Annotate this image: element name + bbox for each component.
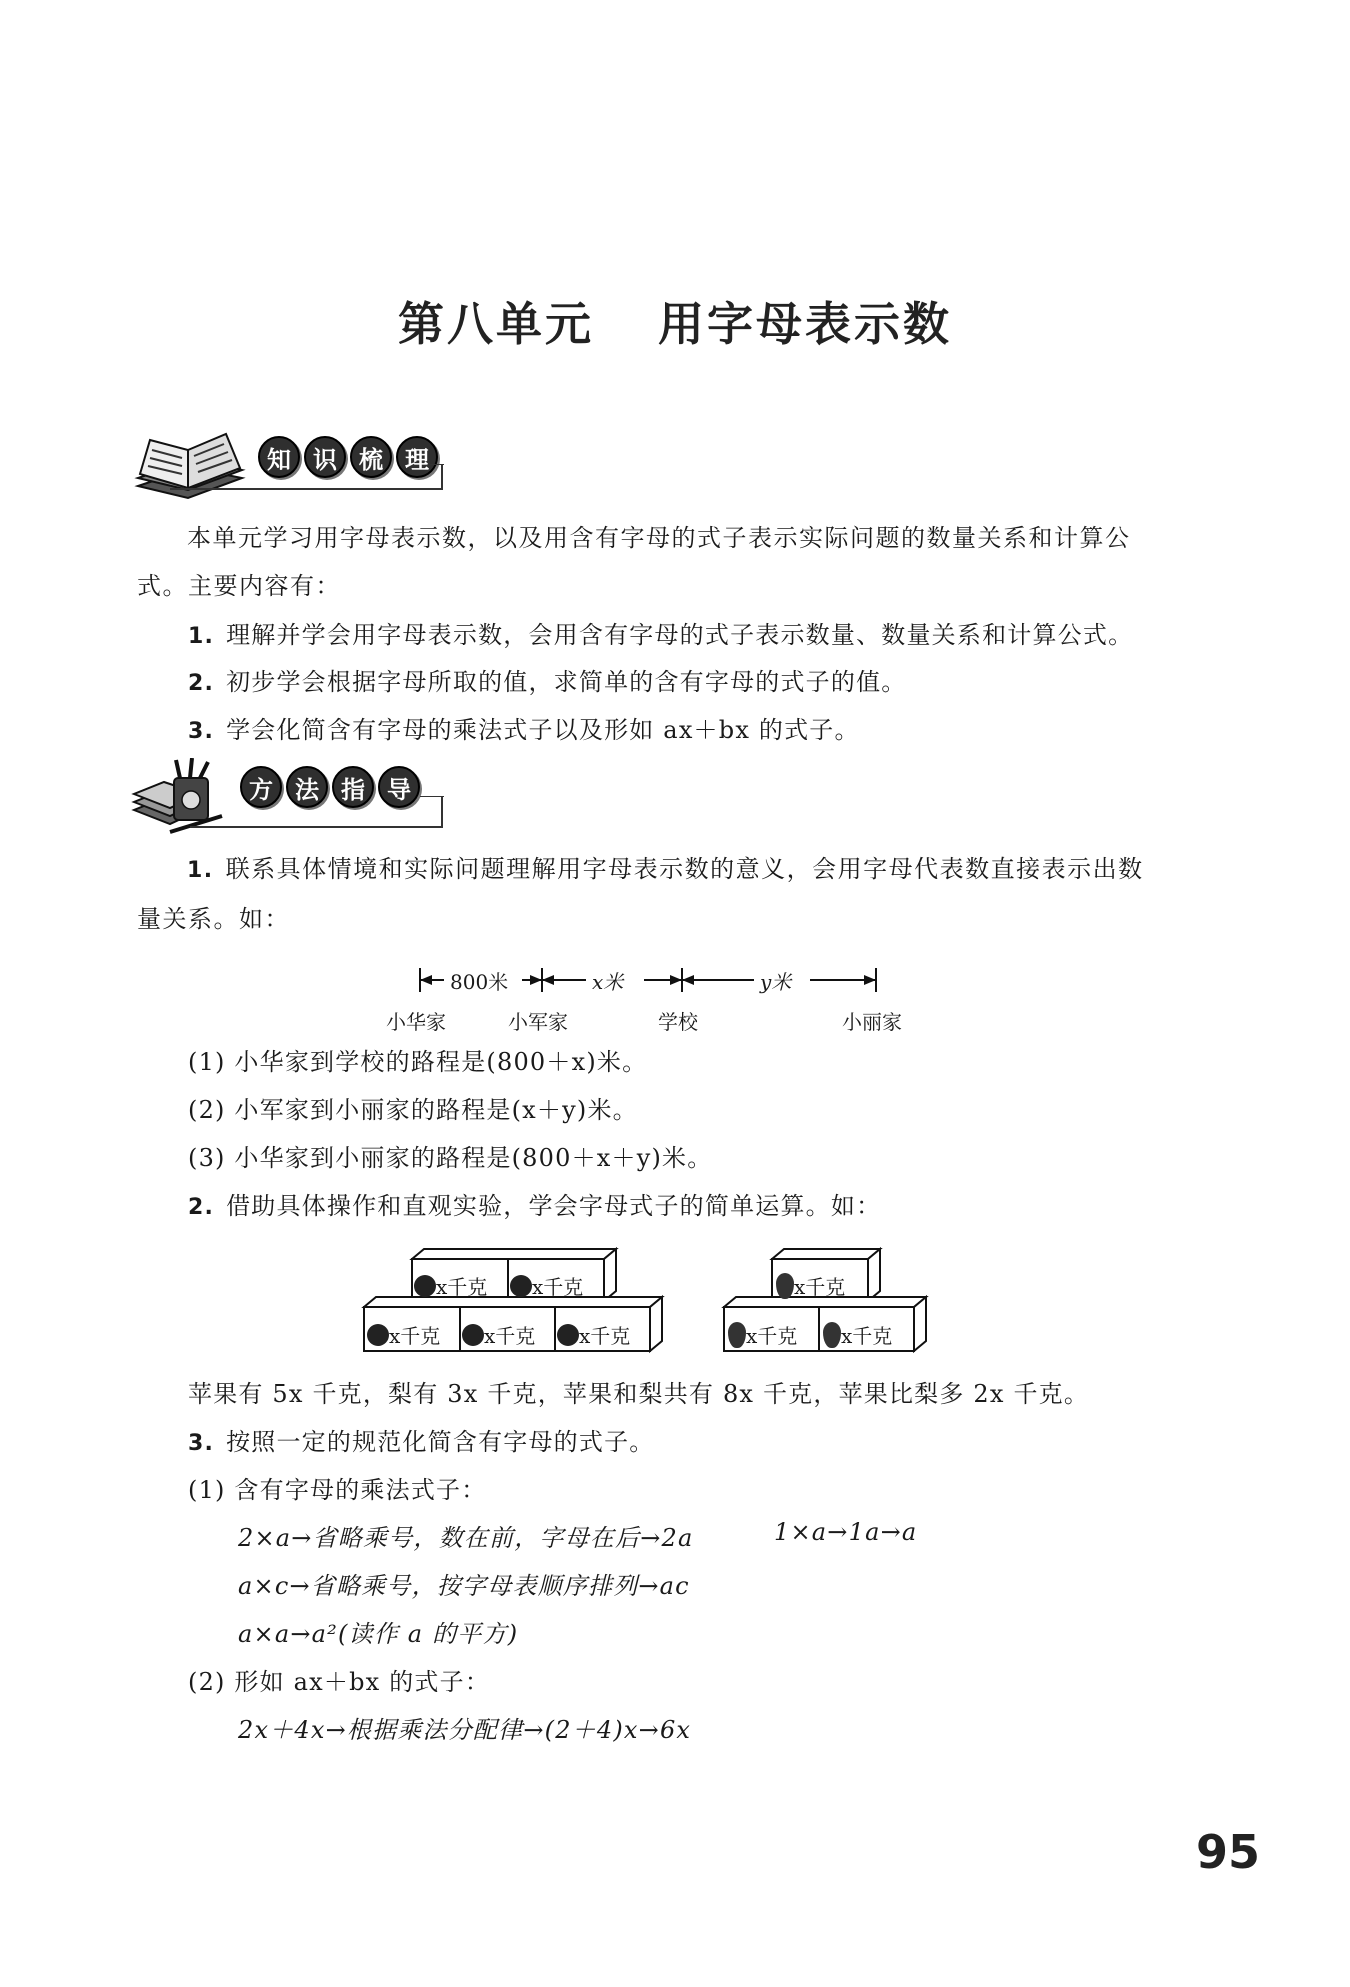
- badge-char: 指: [332, 766, 374, 808]
- banner-corner: [441, 796, 443, 828]
- sub-heading-1: (1) 含有字母的乘法式子：: [188, 1476, 487, 1504]
- knowledge-badges: [258, 436, 438, 478]
- example-answer: (1) 小华家到学校的路程是(800＋x)米。: [188, 1048, 648, 1076]
- example-answer: (2) 小军家到小丽家的路程是(x＋y)米。: [188, 1096, 638, 1124]
- apple-icon: [557, 1324, 579, 1346]
- badge-char: 方: [240, 766, 282, 808]
- apple-box: x千克: [462, 1320, 535, 1349]
- banner-underline: [190, 826, 442, 828]
- section-banner-knowledge: [130, 428, 450, 492]
- place-label: 小丽家: [842, 1010, 902, 1034]
- apple-box: x千克: [367, 1320, 440, 1349]
- place-label: 小华家: [386, 1010, 446, 1034]
- banner-corner: [441, 464, 443, 490]
- rule-line: 1×a→1a→a: [774, 1518, 918, 1546]
- boxes-summary: 苹果有 5x 千克，梨有 3x 千克，苹果和梨共有 8x 千克，苹果比梨多 2x 千克。: [188, 1380, 1090, 1408]
- example-answer: (3) 小华家到小丽家的路程是(800＋x＋y)米。: [188, 1144, 713, 1172]
- rule-line: 2x＋4x→根据乘法分配律→(2＋4)x→6x: [238, 1716, 692, 1744]
- sub-heading-2: (2) 形如 ax＋bx 的式子：: [188, 1668, 491, 1696]
- knowledge-item: 1. 理解并学会用字母表示数，会用含有字母的式子表示数量、数量关系和计算公式。: [188, 621, 1134, 649]
- method-3-heading: 3. 按照一定的规范化简含有字母的式子。: [188, 1428, 655, 1456]
- pear-icon: [776, 1273, 794, 1299]
- unit-topic: 用字母表示数: [658, 297, 952, 351]
- apple-icon: [510, 1275, 532, 1297]
- badge-char: 知: [258, 436, 300, 478]
- pear-icon: [728, 1322, 746, 1348]
- banner-underline: [170, 488, 442, 490]
- badge-char: 理: [396, 436, 438, 478]
- badge-char: 识: [304, 436, 346, 478]
- rule-line: a×c→省略乘号，按字母表顺序排列→ac: [238, 1572, 690, 1600]
- apple-box: x千克: [510, 1271, 583, 1300]
- knowledge-item: 3. 学会化简含有字母的乘法式子以及形如 ax＋bx 的式子。: [188, 716, 860, 744]
- book-icon: [130, 428, 250, 508]
- intro-paragraph: 本单元学习用字母表示数，以及用含有字母的式子表示实际问题的数量关系和计算公式。主要内容有：: [137, 524, 1131, 600]
- apple-icon: [367, 1324, 389, 1346]
- apple-box: x千克: [414, 1271, 487, 1300]
- page-number: 95: [1195, 1825, 1260, 1879]
- place-label: 学校: [658, 1010, 698, 1034]
- apple-icon: [462, 1324, 484, 1346]
- pear-box: x千克: [728, 1320, 797, 1349]
- segment-label: 800米: [450, 970, 509, 994]
- method-badges: [240, 766, 420, 808]
- rule-line: a×a→a²(读作 a 的平方): [238, 1620, 519, 1648]
- badge-char: 梳: [350, 436, 392, 478]
- segment-label: y米: [760, 970, 792, 994]
- rule-line: 2×a→省略乘号，数在前，字母在后→2a: [238, 1524, 694, 1552]
- place-label: 小军家: [508, 1010, 568, 1034]
- pear-icon: [823, 1322, 841, 1348]
- unit-title: [0, 288, 1350, 354]
- pear-box: x千克: [776, 1271, 845, 1300]
- unit-number: 第八单元: [398, 297, 594, 351]
- section-banner-method: [130, 758, 450, 822]
- segment-label: x米: [592, 970, 624, 994]
- badge-char: 法: [286, 766, 328, 808]
- pear-box: x千克: [823, 1320, 892, 1349]
- method-1-paragraph: 1. 联系具体情境和实际问题理解用字母表示数的意义，会用字母代表数直接表示出数量关系。如：: [137, 855, 1144, 933]
- badge-char: 导: [378, 766, 420, 808]
- apple-icon: [414, 1275, 436, 1297]
- method-2-heading: 2. 借助具体操作和直观实验，学会字母式子的简单运算。如：: [188, 1192, 882, 1220]
- knowledge-item: 2. 初步学会根据字母所取的值，求简单的含有字母的式子的值。: [188, 668, 907, 696]
- apple-box: x千克: [557, 1320, 630, 1349]
